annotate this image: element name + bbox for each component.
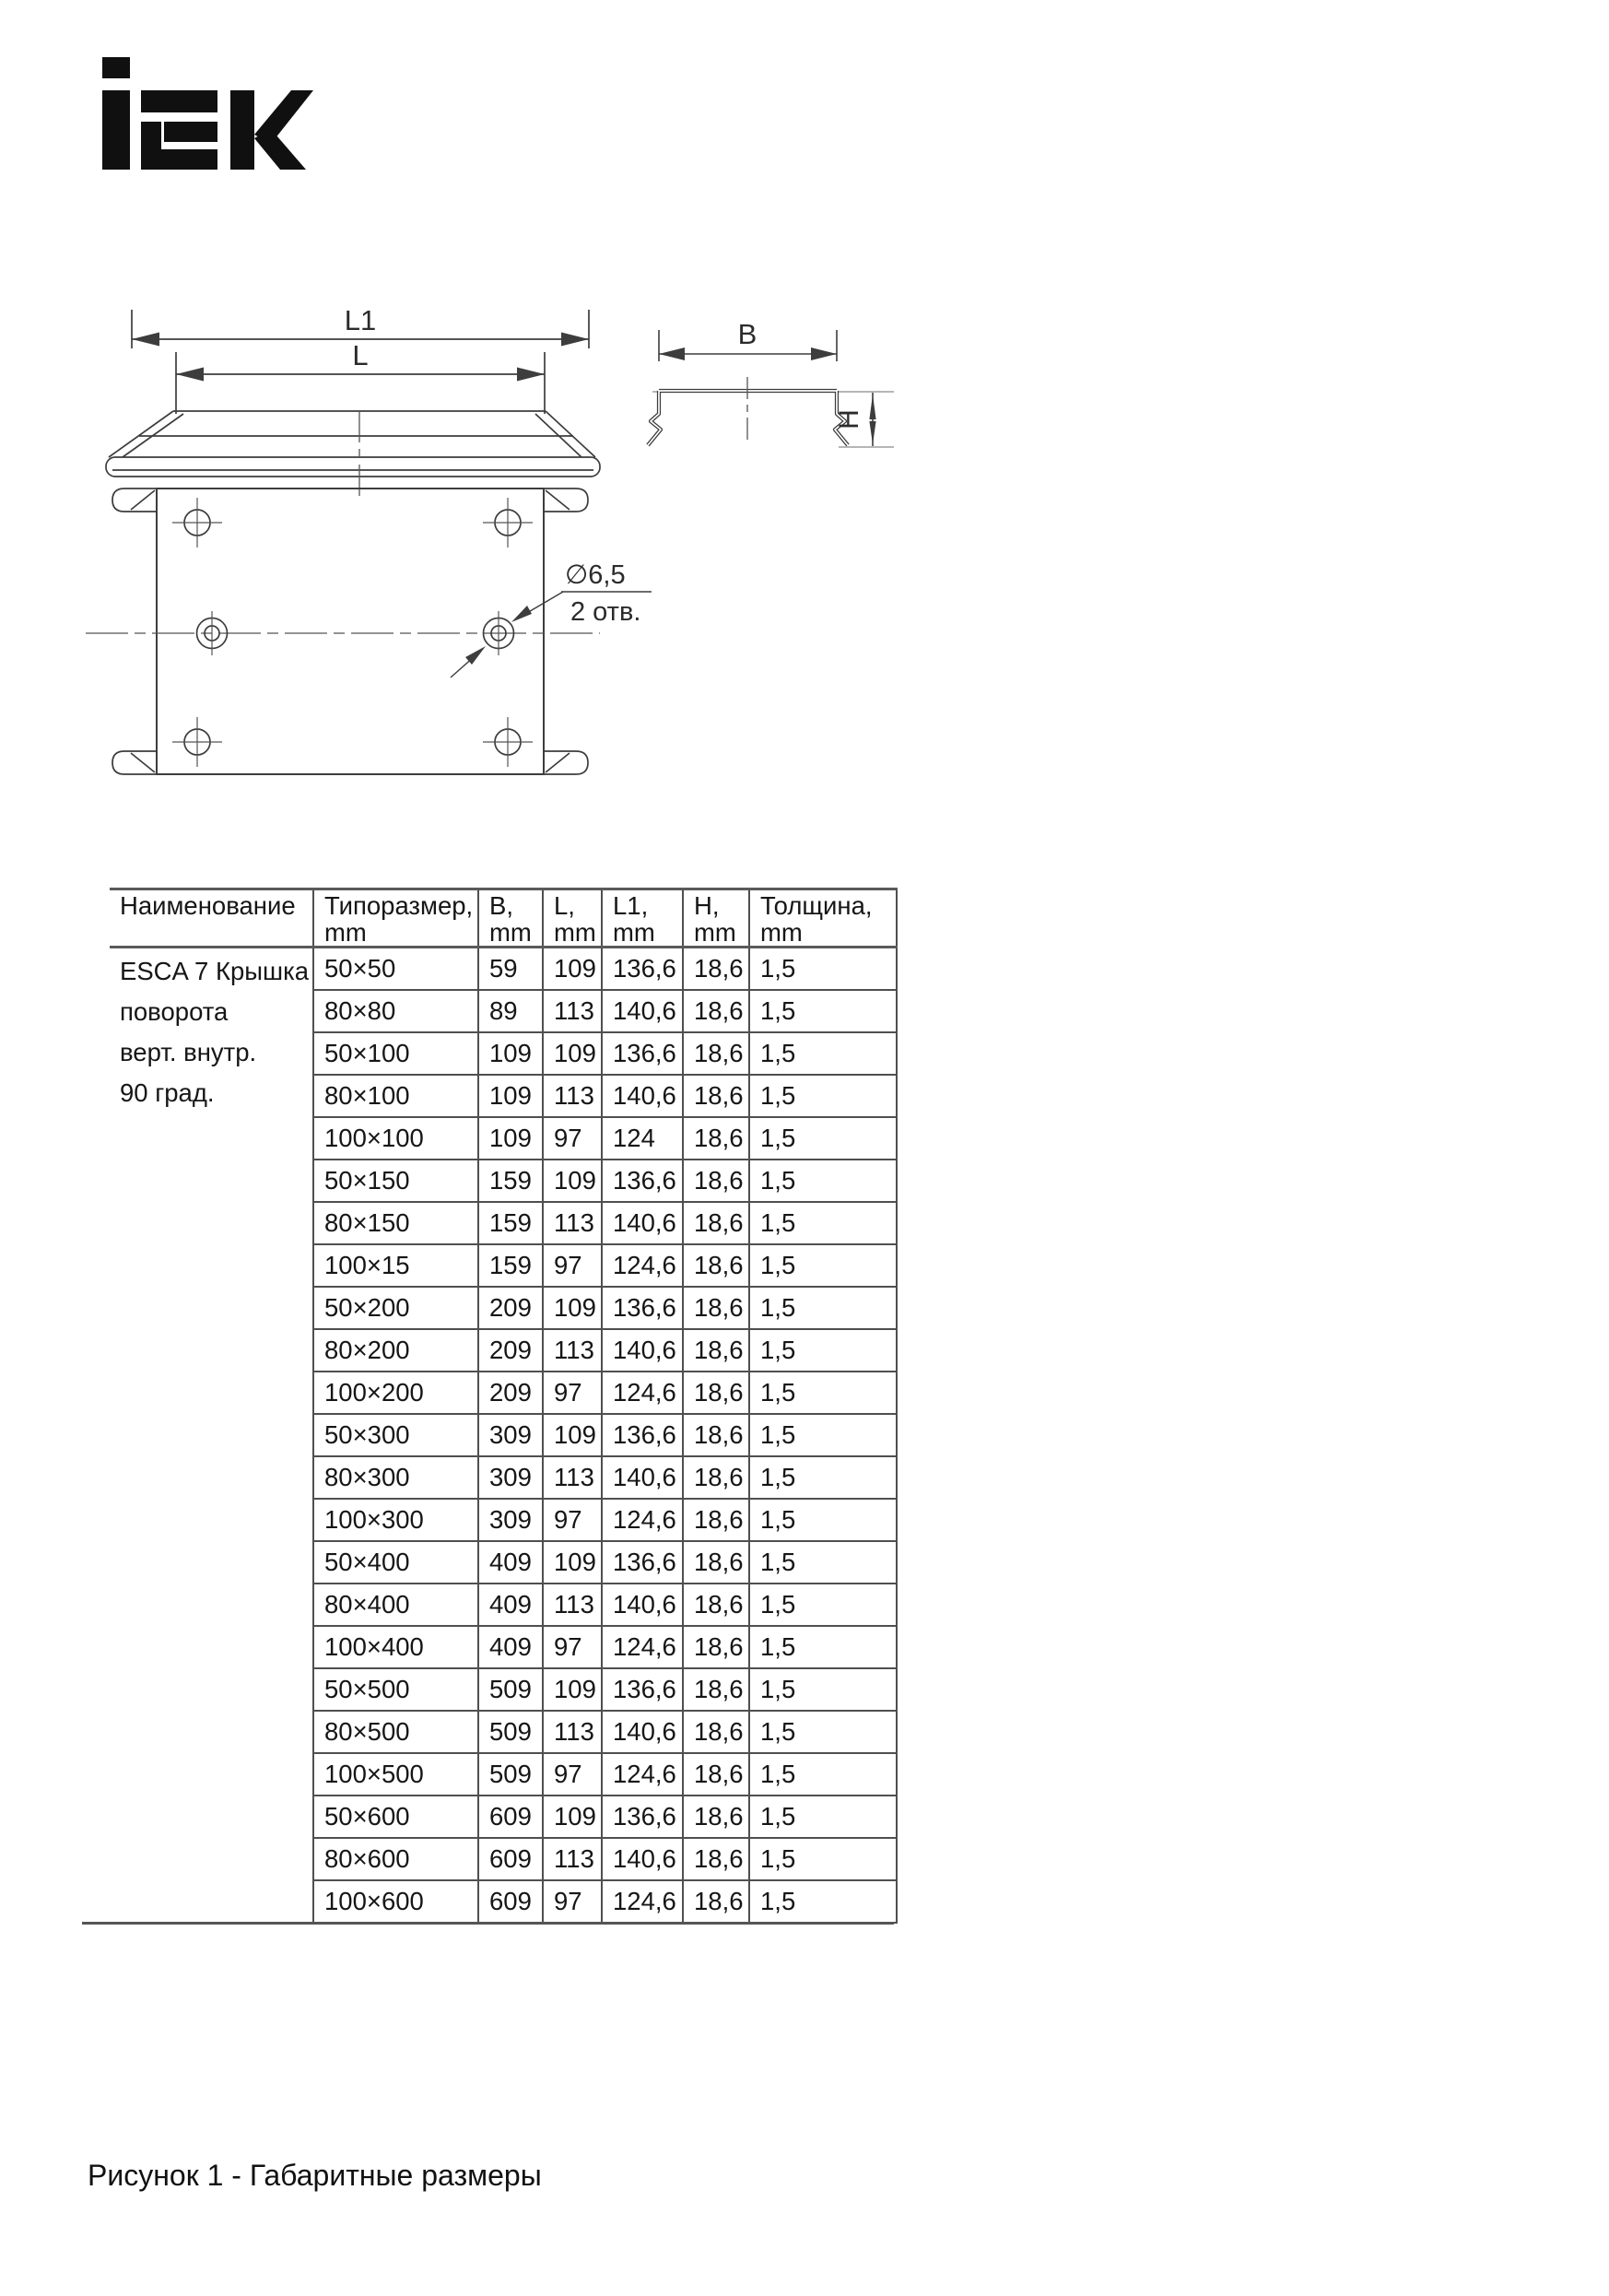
table-cell: 18,6: [683, 1032, 749, 1075]
table-cell: 18,6: [683, 1414, 749, 1456]
column-header: [543, 889, 602, 948]
table-cell: 18,6: [683, 1117, 749, 1160]
table-cell: 140,6: [602, 1075, 683, 1117]
table-cell: 80×500: [313, 1711, 478, 1753]
table-cell: 124,6: [602, 1880, 683, 1923]
product-name-cell: [110, 948, 313, 1924]
table-cell: 80×200: [313, 1329, 478, 1372]
table-cell: 100×15: [313, 1244, 478, 1287]
table-cell: 100×400: [313, 1626, 478, 1668]
table-cell: 159: [478, 1202, 543, 1244]
column-header-unit: mm: [694, 918, 736, 947]
table-header-row: [110, 889, 897, 948]
table-cell: 50×200: [313, 1287, 478, 1329]
table-cell: 136,6: [602, 1287, 683, 1329]
table-cell: 80×80: [313, 990, 478, 1032]
table-cell: 1,5: [749, 990, 897, 1032]
table-cell: 109: [543, 1414, 602, 1456]
table-cell: 124: [602, 1117, 683, 1160]
table-cell: 109: [543, 1796, 602, 1838]
table-cell: 1,5: [749, 1244, 897, 1287]
table-cell: 97: [543, 1372, 602, 1414]
table-cell: 50×100: [313, 1032, 478, 1075]
column-header-unit: mm: [489, 918, 532, 947]
table-cell: 18,6: [683, 1329, 749, 1372]
iek-logo-glyphs: [102, 57, 313, 170]
cross-section-drawing: [645, 324, 903, 461]
table-cell: 609: [478, 1880, 543, 1923]
column-header: [110, 889, 313, 948]
table-cell: 609: [478, 1838, 543, 1880]
table-cell: 1,5: [749, 1541, 897, 1584]
table-cell: 18,6: [683, 1075, 749, 1117]
table-cell: 1,5: [749, 1456, 897, 1499]
table-cell: 97: [543, 1753, 602, 1796]
mounting-holes: [184, 510, 521, 755]
table-cell: 109: [478, 1117, 543, 1160]
dim-label-l: L: [352, 339, 369, 371]
table-cell: 109: [478, 1032, 543, 1075]
column-header-title: B,: [489, 891, 513, 920]
table-cell: 97: [543, 1499, 602, 1541]
table-cell: 209: [478, 1372, 543, 1414]
dim-label-b: B: [737, 324, 758, 350]
table-cell: 18,6: [683, 1499, 749, 1541]
table-cell: 80×100: [313, 1075, 478, 1117]
table-cell: 124,6: [602, 1372, 683, 1414]
table-cell: 50×50: [313, 948, 478, 991]
table-cell: 113: [543, 1329, 602, 1372]
table-cell: 18,6: [683, 1626, 749, 1668]
dimensions-table-block: [110, 888, 898, 1925]
table-cell: 109: [543, 1287, 602, 1329]
table-cell: 113: [543, 1202, 602, 1244]
table-cell: 509: [478, 1668, 543, 1711]
table-cell: 140,6: [602, 1584, 683, 1626]
table-cell: 100×200: [313, 1372, 478, 1414]
table-cell: 18,6: [683, 1287, 749, 1329]
table-cell: 109: [543, 1668, 602, 1711]
table-cell: 113: [543, 1838, 602, 1880]
table-bottom-rule: [82, 1922, 894, 1925]
table-cell: 18,6: [683, 1160, 749, 1202]
table-cell: 50×600: [313, 1796, 478, 1838]
table-cell: 50×150: [313, 1160, 478, 1202]
iek-logo: [100, 57, 313, 170]
column-header: [683, 889, 749, 948]
table-cell: 140,6: [602, 1711, 683, 1753]
table-cell: 18,6: [683, 1753, 749, 1796]
table-cell: 124,6: [602, 1753, 683, 1796]
table-cell: 136,6: [602, 948, 683, 991]
table-cell: 1,5: [749, 1880, 897, 1923]
column-header-unit: mm: [324, 918, 367, 947]
table-cell: 136,6: [602, 1160, 683, 1202]
table-cell: 18,6: [683, 1584, 749, 1626]
table-cell: 124,6: [602, 1626, 683, 1668]
table-cell: 1,5: [749, 1711, 897, 1753]
table-row: [110, 948, 897, 991]
table-cell: 80×400: [313, 1584, 478, 1626]
table-cell: 309: [478, 1456, 543, 1499]
table-cell: 109: [543, 1541, 602, 1584]
table-cell: 1,5: [749, 1626, 897, 1668]
table-cell: 1,5: [749, 1499, 897, 1541]
table-cell: 1,5: [749, 1584, 897, 1626]
table-cell: 309: [478, 1499, 543, 1541]
table-cell: 18,6: [683, 1711, 749, 1753]
column-header-unit: mm: [613, 918, 655, 947]
table-cell: 209: [478, 1287, 543, 1329]
table-cell: 18,6: [683, 1796, 749, 1838]
column-header-title: H,: [694, 891, 720, 920]
table-cell: 59: [478, 948, 543, 991]
table-cell: 140,6: [602, 1456, 683, 1499]
table-cell: 100×300: [313, 1499, 478, 1541]
table-cell: 124,6: [602, 1499, 683, 1541]
table-cell: 109: [478, 1075, 543, 1117]
column-header: [313, 889, 478, 948]
product-name-line: 90 град.: [120, 1078, 215, 1107]
table-cell: 97: [543, 1626, 602, 1668]
table-cell: 18,6: [683, 1541, 749, 1584]
table-cell: 209: [478, 1329, 543, 1372]
table-cell: 18,6: [683, 1838, 749, 1880]
table-cell: 136,6: [602, 1032, 683, 1075]
table-cell: 136,6: [602, 1541, 683, 1584]
product-name-line: поворота: [120, 997, 229, 1026]
table-cell: 97: [543, 1880, 602, 1923]
column-header-title: L,: [554, 891, 575, 920]
table-cell: 18,6: [683, 1202, 749, 1244]
table-cell: 80×300: [313, 1456, 478, 1499]
plate-outline: [157, 489, 544, 774]
table-cell: 124,6: [602, 1244, 683, 1287]
table-cell: 309: [478, 1414, 543, 1456]
table-cell: 80×150: [313, 1202, 478, 1244]
dim-label-l1: L1: [344, 304, 377, 336]
column-header: [478, 889, 543, 948]
table-cell: 18,6: [683, 948, 749, 991]
table-cell: 140,6: [602, 1329, 683, 1372]
table-cell: 159: [478, 1244, 543, 1287]
product-name-line: верт. внутр.: [120, 1038, 257, 1066]
table-cell: 1,5: [749, 1796, 897, 1838]
table-cell: 140,6: [602, 1838, 683, 1880]
table-cell: 1,5: [749, 1032, 897, 1075]
table-cell: 140,6: [602, 990, 683, 1032]
table-cell: 113: [543, 1584, 602, 1626]
column-header-title: Толщина,: [760, 891, 873, 920]
table-cell: 80×600: [313, 1838, 478, 1880]
table-cell: 1,5: [749, 1075, 897, 1117]
table-cell: 136,6: [602, 1796, 683, 1838]
table-cell: 18,6: [683, 1668, 749, 1711]
column-header-title: L1,: [613, 891, 649, 920]
table-cell: 1,5: [749, 1372, 897, 1414]
column-header-unit: mm: [554, 918, 596, 947]
table-cell: 1,5: [749, 1753, 897, 1796]
column-header-title: Типоразмер,: [324, 891, 474, 920]
table-cell: 18,6: [683, 1372, 749, 1414]
table-cell: 113: [543, 1075, 602, 1117]
table-cell: 409: [478, 1584, 543, 1626]
table-cell: 136,6: [602, 1414, 683, 1456]
dim-label-h: H: [834, 409, 864, 430]
table-cell: 100×100: [313, 1117, 478, 1160]
column-header: [602, 889, 683, 948]
table-cell: 1,5: [749, 1838, 897, 1880]
table-cell: 1,5: [749, 1329, 897, 1372]
table-cell: 1,5: [749, 1117, 897, 1160]
table-cell: 113: [543, 990, 602, 1032]
table-cell: 50×300: [313, 1414, 478, 1456]
table-cell: 1,5: [749, 1287, 897, 1329]
table-cell: 1,5: [749, 948, 897, 991]
hole-callout: [451, 560, 652, 677]
table-cell: 50×400: [313, 1541, 478, 1584]
table-cell: 113: [543, 1456, 602, 1499]
figure-caption: Рисунок 1 - Габаритные размеры: [88, 2159, 542, 2192]
product-name-line: ESCA 7 Крышка: [120, 957, 310, 985]
table-cell: 509: [478, 1753, 543, 1796]
table-cell: 109: [543, 948, 602, 991]
table-cell: 1,5: [749, 1414, 897, 1456]
table-cell: 409: [478, 1626, 543, 1668]
table-cell: 50×500: [313, 1668, 478, 1711]
table-cell: 509: [478, 1711, 543, 1753]
table-cell: 409: [478, 1541, 543, 1584]
table-cell: 97: [543, 1244, 602, 1287]
table-cell: 109: [543, 1032, 602, 1075]
dimensions-table: [110, 888, 898, 1924]
table-cell: 97: [543, 1117, 602, 1160]
hole-count-label: 2 отв.: [570, 597, 641, 627]
column-header-unit: mm: [760, 918, 803, 947]
table-cell: 609: [478, 1796, 543, 1838]
table-cell: 140,6: [602, 1202, 683, 1244]
table-cell: 100×600: [313, 1880, 478, 1923]
column-header: [749, 889, 897, 948]
table-cell: 18,6: [683, 1456, 749, 1499]
table-cell: 18,6: [683, 1244, 749, 1287]
table-cell: 89: [478, 990, 543, 1032]
table-cell: 109: [543, 1160, 602, 1202]
table-cell: 18,6: [683, 1880, 749, 1923]
table-cell: 1,5: [749, 1160, 897, 1202]
hole-diameter-label: ∅6,5: [565, 560, 626, 590]
side-view-drawing: [97, 302, 608, 500]
table-cell: 1,5: [749, 1202, 897, 1244]
table-cell: 113: [543, 1711, 602, 1753]
top-view-drawing: [78, 475, 751, 793]
column-header-title: Наименование: [120, 891, 296, 920]
table-cell: 18,6: [683, 990, 749, 1032]
table-cell: 136,6: [602, 1668, 683, 1711]
table-cell: 1,5: [749, 1668, 897, 1711]
table-cell: 159: [478, 1160, 543, 1202]
table-cell: 100×500: [313, 1753, 478, 1796]
